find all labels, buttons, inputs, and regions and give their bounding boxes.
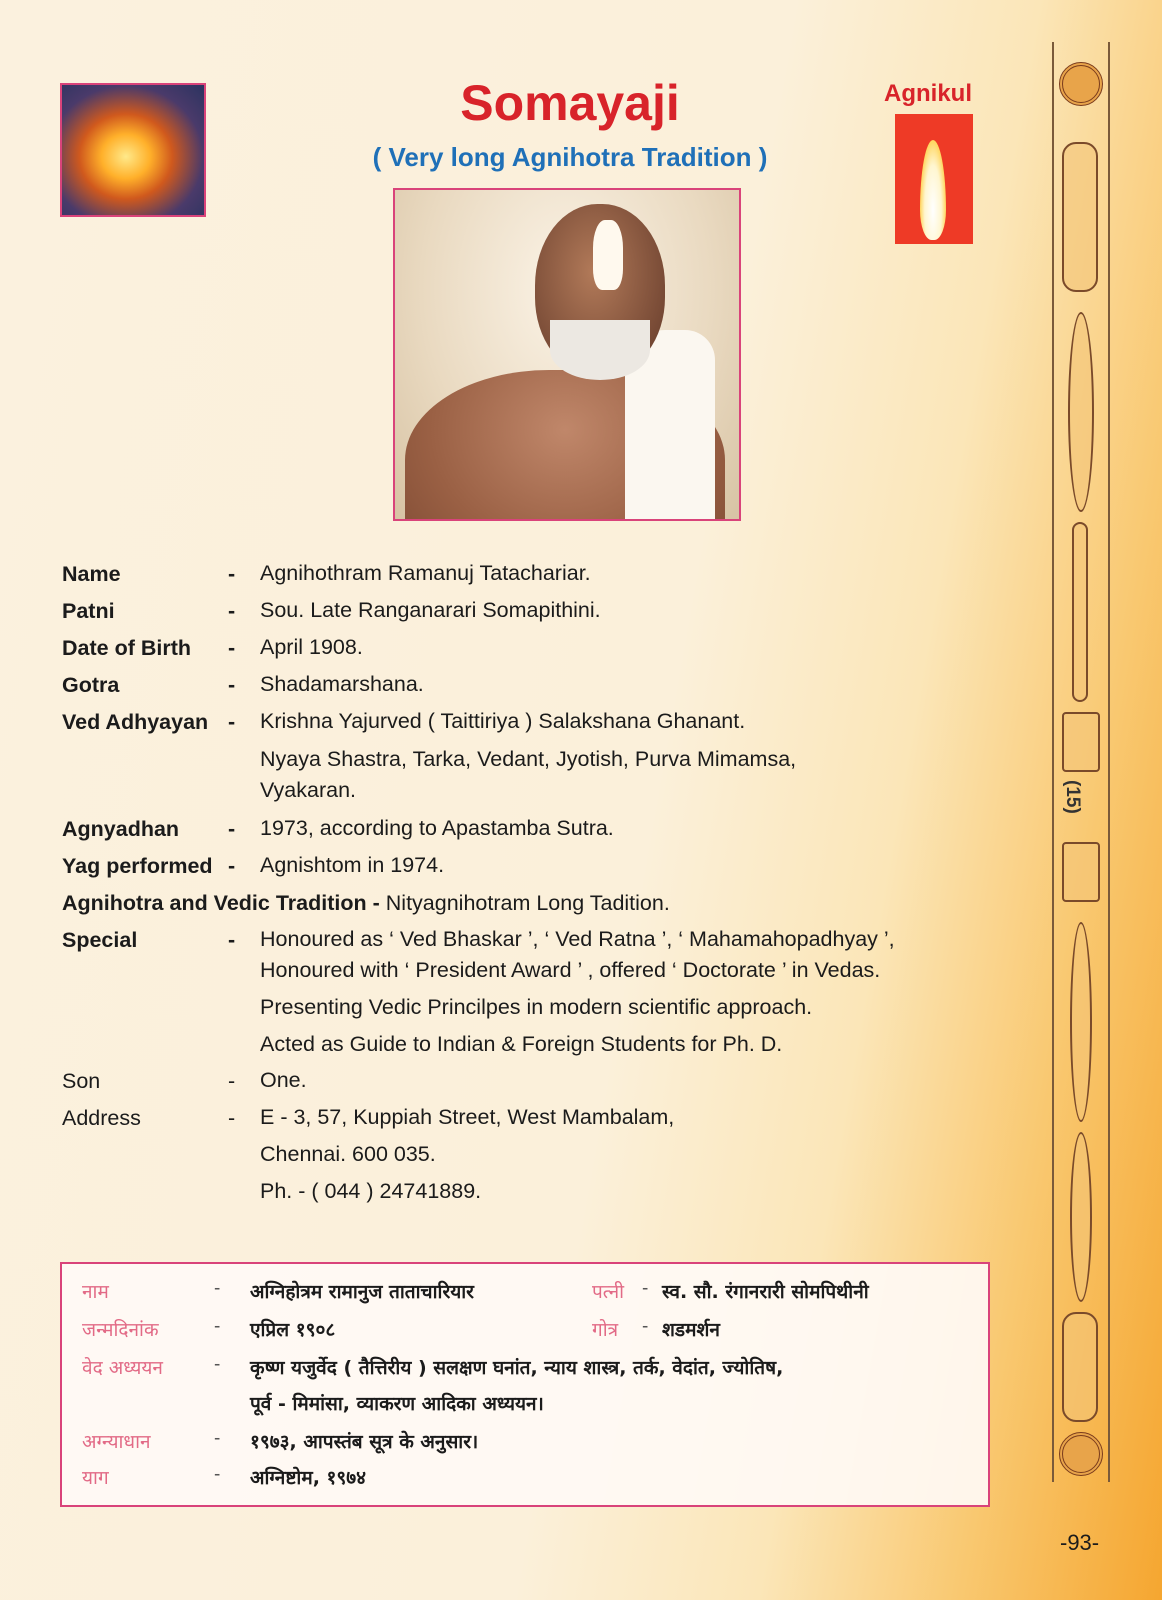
hindi-ved-value-line: पूर्व - मिमांसा, व्याकरण आदिका अध्ययन। [250, 1393, 544, 1415]
ved-value-line: Krishna Yajurved ( Taittiriya ) Salakshana Ghanant. [260, 709, 746, 733]
category-label: Agnikul [884, 80, 972, 107]
agnyadhan-label: Agnyadhan [62, 817, 180, 841]
dash: - [228, 1106, 236, 1130]
hindi-ved-label: वेद अध्ययन [82, 1357, 163, 1379]
portrait-tilak [593, 220, 623, 290]
name-value: Agnihothram Ramanuj Tatachariar. [260, 561, 591, 585]
special-value-line: Honoured as ‘ Ved Bhaskar ’, ‘ Ved Ratna ’, ‘ Mahamahopadhyay ’, [260, 927, 895, 951]
special-value-line: Honoured with ‘ President Award ’ , offered ‘ Doctorate ’ in Vedas. [260, 958, 881, 982]
hindi-yag-label: याग [82, 1467, 109, 1489]
tradition-value: Nityagnihotram Long Tadition. [385, 891, 670, 915]
dash: - [228, 710, 236, 734]
dash: - [228, 928, 236, 952]
gotra-label: Gotra [62, 673, 120, 697]
wheel-icon [1059, 62, 1103, 106]
agnyadhan-value: 1973, according to Apastamba Sutra. [260, 816, 614, 840]
son-label: Son [62, 1069, 101, 1093]
portrait-photo [393, 188, 741, 521]
dash: - [214, 1464, 221, 1485]
tradition-row [62, 891, 670, 916]
dash: - [228, 599, 236, 623]
page-subtitle: ( Very long Agnihotra Tradition ) [372, 142, 768, 172]
dash: - [642, 1278, 649, 1299]
hindi-name-value: अग्निहोत्रम रामानुज ताताचारियार [250, 1281, 474, 1303]
ladle-icon [1062, 142, 1098, 292]
side-count: (15) [1062, 780, 1083, 814]
hindi-yag-value: अग्निष्टोम, १९७४ [250, 1467, 367, 1489]
dob-value: April 1908. [260, 635, 363, 659]
address-value-line: E - 3, 57, Kuppiah Street, West Mambalam, [260, 1105, 675, 1129]
ved-value-line: Nyaya Shastra, Tarka, Vedant, Jyotish, Purva Mimamsa, [260, 747, 797, 771]
spoon-icon [1070, 922, 1092, 1122]
patni-label: Patni [62, 599, 115, 623]
dash: - [228, 1069, 236, 1093]
dash: - [372, 891, 380, 915]
address-value-line: Ph. - ( 044 ) 24741889. [260, 1179, 482, 1203]
dash: - [228, 562, 236, 586]
special-value-line: Acted as Guide to Indian & Foreign Students for Ph. D. [260, 1032, 783, 1056]
box-icon [1062, 842, 1100, 902]
hindi-dob-label: जन्मदिनांक [82, 1319, 159, 1341]
dash: - [214, 1278, 221, 1299]
dash: - [214, 1316, 221, 1337]
box-icon [1062, 712, 1100, 772]
dash: - [214, 1354, 221, 1375]
ved-label: Ved Adhyayan [62, 710, 209, 734]
tradition-label: Agnihotra and Vedic Tradition [62, 891, 367, 915]
dob-label: Date of Birth [62, 636, 191, 660]
hindi-patni-value: स्व. सौ. रंगानरारी सोमपिथीनी [662, 1281, 869, 1303]
hindi-dob-value: एप्रिल १९०८ [250, 1319, 336, 1341]
wheel-icon [1059, 1432, 1103, 1476]
dash: - [642, 1316, 649, 1337]
yag-label: Yag performed [62, 854, 213, 878]
dash: - [228, 817, 236, 841]
yag-value: Agnishtom in 1974. [260, 853, 445, 877]
gotra-value: Shadamarshana. [260, 672, 424, 696]
dash: - [228, 636, 236, 660]
page-number: -93- [1060, 1530, 1100, 1555]
hindi-gotra-value: शडमर्शन [662, 1319, 720, 1341]
ladle-icon [1062, 1312, 1098, 1422]
stick-icon [1072, 522, 1088, 702]
hindi-ved-value-line: कृष्ण यजुर्वेद ( तैत्तिरीय ) सलक्षण घनांत, न्याय शास्त्र, तर्क, वेदांत, ज्योतिष, [250, 1357, 784, 1379]
hindi-summary-box [60, 1262, 990, 1507]
hindi-patni-label: पत्नी [592, 1281, 625, 1303]
name-label: Name [62, 562, 121, 586]
dash: - [214, 1428, 221, 1449]
dash: - [228, 673, 236, 697]
hindi-gotra-label: गोत्र [592, 1319, 619, 1341]
spoon-icon [1070, 1132, 1092, 1302]
special-value-line: Presenting Vedic Princilpes in modern scientific approach. [260, 995, 813, 1019]
hindi-agnyadhan-label: अग्न्याधान [82, 1431, 151, 1453]
spoon-icon [1068, 312, 1094, 512]
portrait-beard [550, 320, 650, 380]
address-label: Address [62, 1106, 141, 1130]
patni-value: Sou. Late Ranganarari Somapithini. [260, 598, 601, 622]
ved-value-line: Vyakaran. [260, 778, 357, 802]
ritual-tools-strip [1052, 42, 1110, 1482]
special-label: Special [62, 928, 138, 952]
son-value: One. [260, 1068, 307, 1092]
hindi-agnyadhan-value: १९७३, आपस्तंब सूत्र के अनुसार। [250, 1431, 479, 1453]
hindi-name-label: नाम [82, 1281, 109, 1303]
address-value-line: Chennai. 600 035. [260, 1142, 436, 1166]
dash: - [228, 854, 236, 878]
page-title: Somayaji [460, 75, 680, 131]
